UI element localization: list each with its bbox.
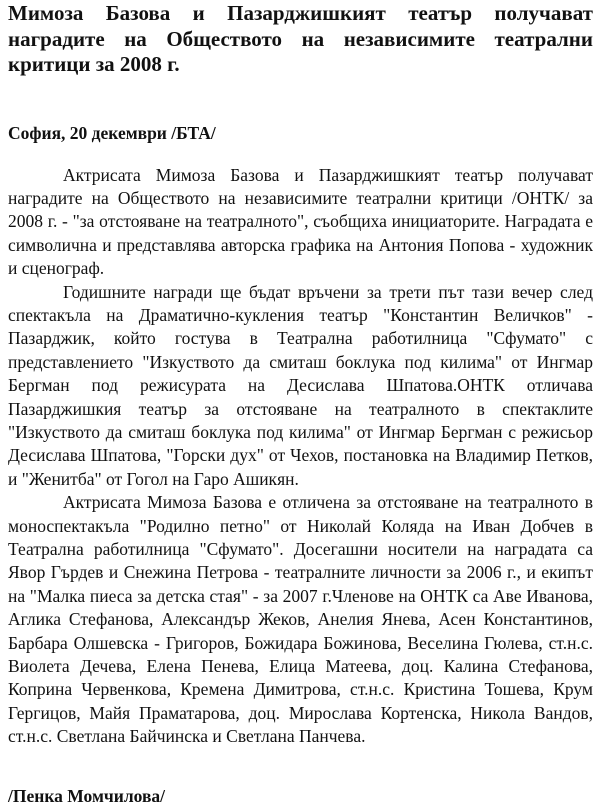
article-paragraph: Годишните награди ще бъдат връчени за трети път тази вечер след спектакъла на Драматично-кукления театър "Константин Величков" - Пазарджик, който гостува в Театрална работилница "Сфумато" с представлението "Изкуството да смиташ боклука под килима" от Ингмар Бергман под режисурата на Десислава Шпатова.ОНТК отличава Пазарджишкия театър за отстояване на театралното в спектаклите "Изкуството да смиташ боклука под килима" от Ингмар Бергман с режисьор Десислава Шпатова, "Горски дух" от Чехов, постановка на Владимир Петков, и "Женитба" от Гогол на Гаро Ашикян. [8, 281, 593, 489]
article-byline: София, 20 декември /БТА/ [8, 122, 216, 143]
article-paragraph: Актрисата Мимоза Базова е отличена за отстояване на театралното в моноспектакъла "Родилно петно" от Николай Коляда на Иван Добчев в Театрална работилница "Сфумато". Досегашни носители на наградата са Явор Гърдев и Снежина Петрова - театралните личности за 2006 г., и екипът на "Малка пиеса за детска стая" - за 2007 г.Членове на ОНТК са Аве Иванова, Аглика Стефанова, Александър Жеков, Анелия Янева, Асен Константинов, Барбара Олшевска - Григоров, Божидара Божинова, Веселина Гюлева, ст.н.с. Виолета Дечева, Елена Пенева, Елица Матеева, доц. Калина Стефанова, Коприна Червенкова, Кремена Димитрова, ст.н.с. Кристина Тошева, Крум Гергицов, Майя Праматарова, доц. Мирослава Кортенска, Никола Вандов, ст.н.с. Светлана Байчинска и Светлана Панчева. [8, 492, 593, 747]
article-signature: /Пенка Момчилова/ [8, 785, 166, 806]
article-title: Мимоза Базова и Пазарджишкият театър получават наградите на Обществото на независимите театрални критици за 2008 г. [8, 1, 593, 76]
article-body [8, 164, 593, 749]
article-paragraph: Актрисата Мимоза Базова и Пазарджишкият театър получават наградите на Обществото на независимите театрални критици /ОНТК/ за 2008 г. - "за отстояване на театралното", съобщиха инициаторите. Наградата е символична и представлява авторска графика на Антония Попова - художник и сценограф. [8, 164, 593, 279]
